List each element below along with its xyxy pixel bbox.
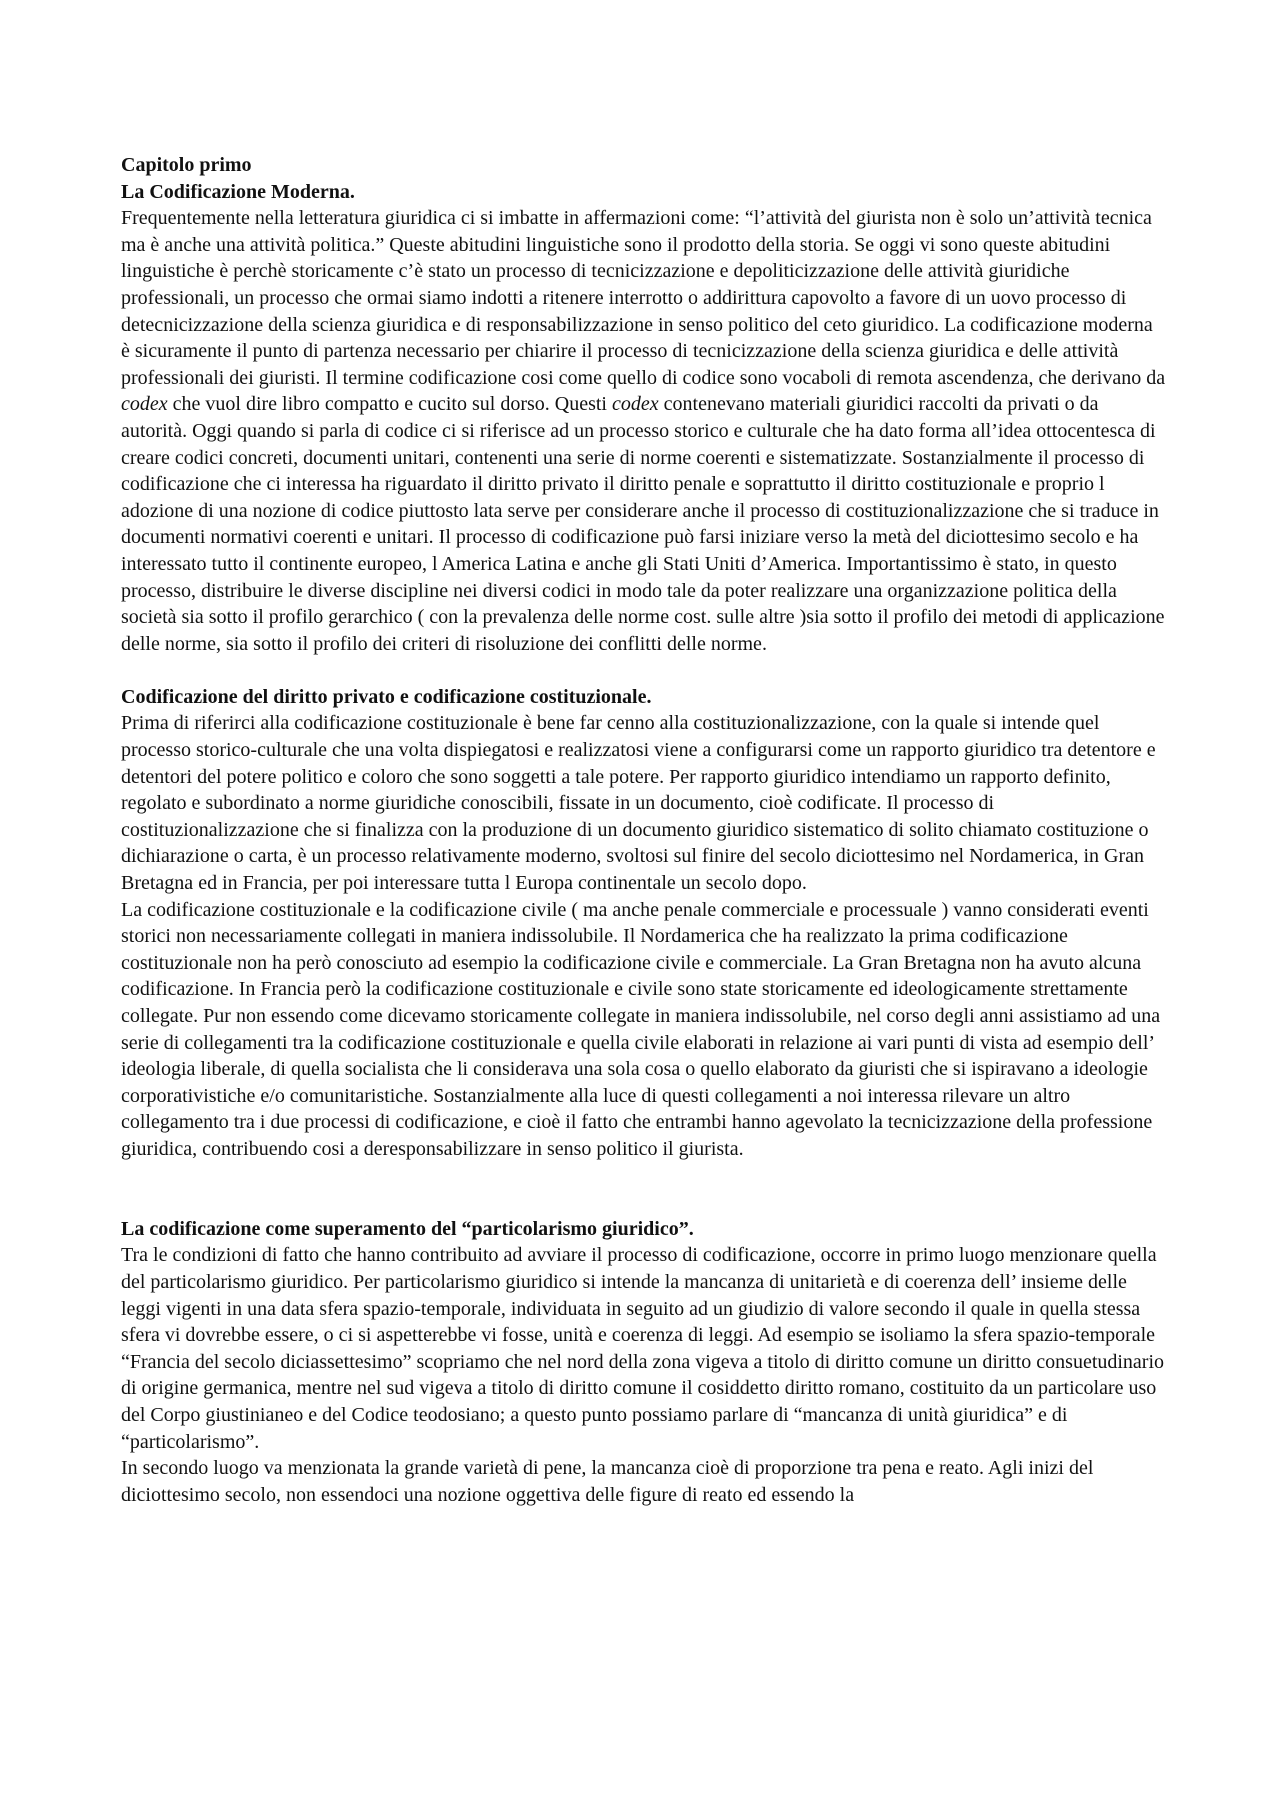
section1-text-a: Frequentemente nella letteratura giuridica ci si imbatte in affermazioni come: “l’attività del giurista non è solo un’attività tecnica ma è anche una attività politica.” Queste abitudini linguistiche sono il prodotto della storia. Se oggi vi sono queste abitudini linguistiche è perchè storicamente c’è stato un processo di tecnicizzazione e depoliticizzazione delle attività giuridiche professionali, un processo che ormai siamo indotti a ritenere interrotto o addirittura capovolto a favore di un uovo processo di detecnicizzazione della scienza giuridica e di responsabilizzazione in senso politico del ceto giuridico. La codificazione moderna è sicuramente il punto di partenza necessario per chiarire il processo di tecnicizzazione della scienza giuridica e delle attività professionali dei giuristi. Il termine codificazione cosi come quello di codice sono vocaboli di remota ascendenza, che derivano da	[121, 207, 1166, 389]
paragraph-spacer	[121, 1163, 1166, 1216]
codex-term: codex	[612, 393, 659, 416]
section3-paragraph-2: In secondo luogo va menzionata la grande varietà di pene, la mancanza cioè di proporzione tra pena e reato. Agli inizi del diciottesimo secolo, non essendoci una nozione oggettiva delle figure di reato ed essendo la	[121, 1457, 1094, 1506]
section2-paragraph-1: Prima di riferirci alla codificazione costituzionale è bene far cenno alla costituzionalizzazione, con la quale si intende quel processo storico-culturale che una volta dispiegatosi e realizzatosi viene a configurarsi come un rapporto giuridico tra detentore e detentori del potere politico e coloro che sono soggetti a tale potere. Per rapporto giuridico intendiamo un rapporto definito, regolato e subordinato a norme giuridiche conoscibili, fissate in un documento, cioè codificate. Il processo di costituzionalizzazione che si finalizza con la produzione di un documento giuridico sistematico di solito chiamato costituzione o dichiarazione o carta, è un processo relativamente moderno, svoltosi sul finire del secolo diciottesimo nel Nordamerica, in Gran Bretagna ed in Francia, per poi interessare tutta l Europa continentale un secolo dopo.	[121, 712, 1156, 895]
section2-title: Codificazione del diritto privato e codificazione costituzionale.	[121, 685, 652, 708]
codex-term: codex	[121, 393, 168, 416]
section1-text-b: che vuol dire libro compatto e cucito sul dorso. Questi	[172, 393, 607, 416]
chapter-title: La Codificazione Moderna.	[121, 180, 355, 203]
section3-title: La codificazione come superamento del “particolarismo giuridico”.	[121, 1217, 694, 1240]
chapter-label: Capitolo primo	[121, 154, 252, 176]
section2-paragraph-2: La codificazione costituzionale e la codificazione civile ( ma anche penale commerciale e processuale ) vanno considerati eventi storici non necessariamente collegati in maniera indissolubile. Il Nordamerica che ha realizzato la prima codificazione costituzionale non ha però conosciuto ad esempio la codificazione civile e commerciale. La Gran Bretagna non ha avuto alcuna codificazione. In Francia però la codificazione costituzionale e civile sono state storicamente ed ideologicamente strettamente collegate. Pur non essendo come dicevamo storicamente collegate in maniera indissolubile, nel corso degli anni assistiamo ad una serie di collegamenti tra la codificazione costituzionale e quella civile elaborati in relazione ai vari punti di vista ad esempio dell’ ideologia liberale, di quella socialista che li considerava una sola cosa o quello elaborato da giuristi che si ispiravano a ideologie corporativistiche e/o comunitaristiche. Sostanzialmente alla luce di questi collegamenti a noi interessa rilevare un altro collegamento tra i due processi di codificazione, e cioè il fatto che entrambi hanno agevolato la tecnicizzazione della professione giuridica, contribuendo cosi a deresponsabilizzare in senso politico il giurista.	[121, 898, 1161, 1160]
section3-paragraph-1: Tra le condizioni di fatto che hanno contribuito ad avviare il processo di codificazione, occorre in primo luogo menzionare quella del particolarismo giuridico. Per particolarismo giuridico si intende la mancanza di unitarietà e di coerenza dell’ insieme delle leggi vigenti in una data sfera spazio-temporale, individuata in seguito ad un giudizio di valore secondo il quale in quella stessa sfera vi dovrebbe essere, o ci si aspetterebbe vi fosse, unità e coerenza di leggi. Ad esempio se isoliamo la sfera spazio-temporale “Francia del secolo diciassettesimo” scopriamo che nel nord della zona vigeva a titolo di diritto comune un diritto consuetudinario di origine germanica, mentre nel sud vigeva a titolo di diritto comune il cosiddetto diritto romano, costituito da un particolare uso del Corpo giustinianeo e del Codice teodosiano; a questo punto possiamo parlare di “mancanza di unità giuridica” e di “particolarismo”.	[121, 1244, 1165, 1453]
section1-paragraph	[121, 205, 1166, 657]
document-page	[121, 152, 1166, 1508]
paragraph-spacer	[121, 657, 1166, 684]
section1-text-c: contenevano materiali giuridici raccolti da privati o da autorità. Oggi quando si parla di codice ci si riferisce ad un processo storico e culturale che ha dato forma all’idea ottocentesca di creare codici concreti, documenti unitari, contenenti una serie di norme coerenti e sistematizzate. Sostanzialmente il processo di codificazione che ci interessa ha riguardato il diritto privato il diritto penale e soprattutto il diritto costituzionale e proprio l adozione di una nozione di codice piuttosto lata serve per considerare anche il processo di costituzionalizzazione che si traduce in documenti normativi coerenti e unitari. Il processo di codificazione può farsi iniziare verso la metà del diciottesimo secolo e ha interessato tutto il continente europeo, l America Latina e anche gli Stati Uniti d’America. Importantissimo è stato, in questo processo, distribuire le diverse discipline nei diversi codici in modo tale da poter realizzare una organizzazione politica della società sia sotto il profilo gerarchico ( con la prevalenza delle norme cost. sulle altre )sia sotto il profilo dei metodi di applicazione delle norme, sia sotto il profilo dei criteri di risoluzione dei conflitti delle norme.	[121, 393, 1165, 655]
